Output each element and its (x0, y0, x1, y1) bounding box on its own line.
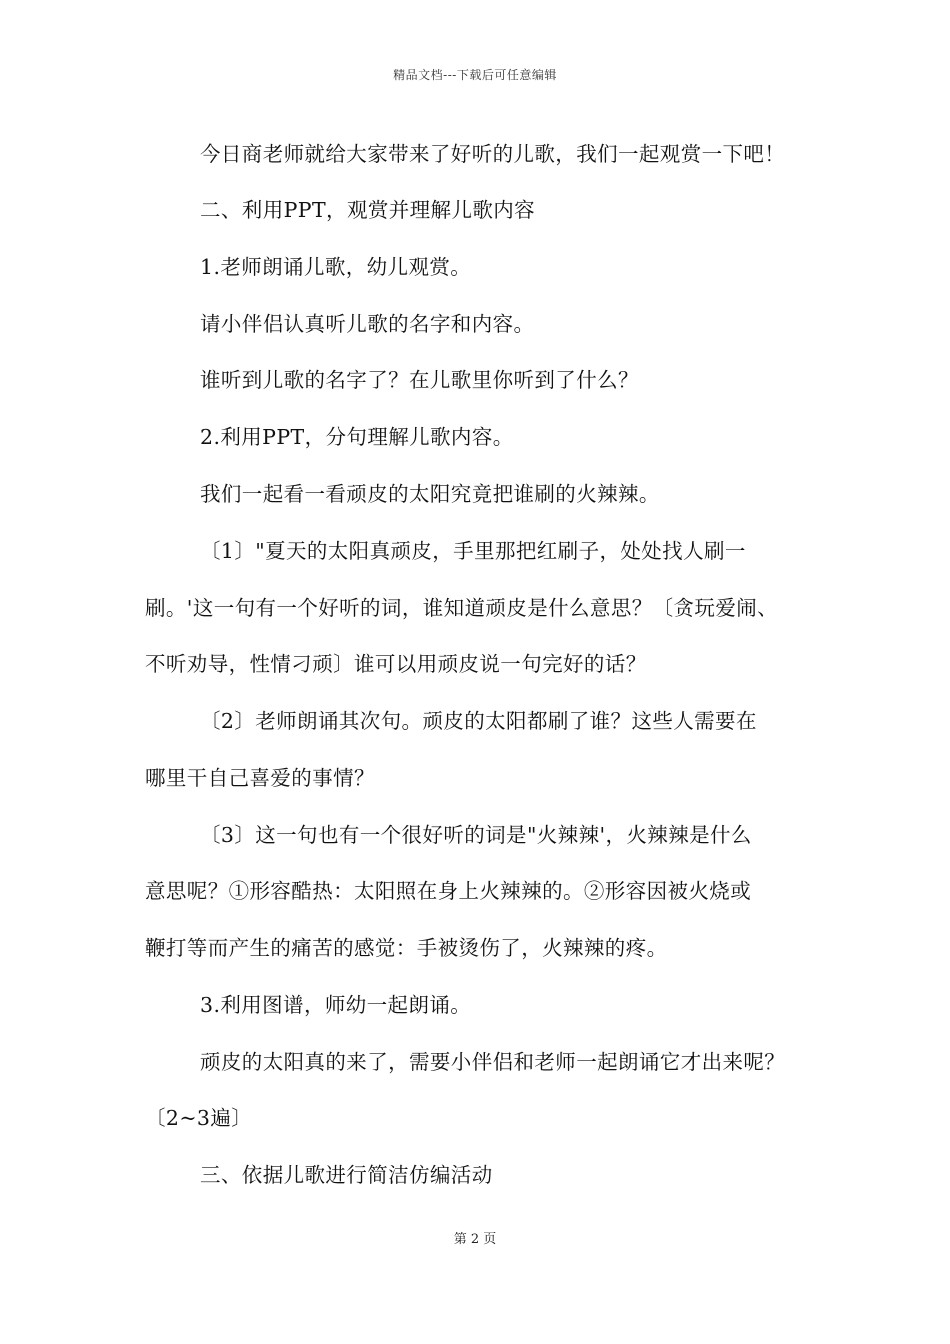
paragraph-line: 〔3〕这一句也有一个很好听的词是"火辣辣'，火辣辣是什么 (200, 823, 752, 847)
paragraph-line: 2.利用PPT，分句理解儿歌内容。 (200, 425, 514, 449)
paragraph-line: 我们一起看一看顽皮的太阳究竟把谁刷的火辣辣。 (200, 482, 660, 506)
paragraph-line: 鞭打等而产生的痛苦的感觉：手被烫伤了，火辣辣的疼。 (145, 936, 668, 960)
paragraph-line: 〔1〕"夏天的太阳真顽皮，手里那把红刷子，处处找人刷一 (200, 539, 746, 563)
paragraph-line: 今日商老师就给大家带来了好听的儿歌，我们一起观赏一下吧！ (200, 142, 786, 166)
paragraph-line: 哪里干自己喜爱的事情？ (145, 766, 375, 790)
paragraph-line: 3.利用图谱，师幼一起朗诵。 (200, 993, 472, 1017)
page-header: 精品文档---下载后可任意编辑 (393, 68, 557, 82)
paragraph-line: 〔2〕老师朗诵其次句。顽皮的太阳都刷了谁？这些人需要在 (200, 709, 757, 733)
paragraph-line: 〔2~3遍〕 (145, 1106, 253, 1130)
section-heading: 三、依据儿歌进行简洁仿编活动 (200, 1163, 493, 1187)
paragraph-line: 1.老师朗诵儿歌，幼儿观赏。 (200, 255, 472, 279)
paragraph-line: 不听劝导，性情刁顽〕谁可以用顽皮说一句完好的话？ (145, 652, 647, 676)
page-number: 第 2 页 (453, 1232, 497, 1247)
paragraph-line: 谁听到儿歌的名字了？在儿歌里你听到了什么？ (200, 368, 639, 392)
paragraph-line: 意思呢？①形容酷热：太阳照在身上火辣辣的。②形容因被火烧或 (145, 879, 752, 903)
paragraph-line: 刷。'这一句有一个好听的词，谁知道顽皮是什么意思？〔贪玩爱闹、 (145, 596, 779, 620)
section-heading: 二、利用PPT，观赏并理解儿歌内容 (200, 198, 536, 222)
paragraph-line: 顽皮的太阳真的来了，需要小伴侣和老师一起朗诵它才出来呢？ (200, 1050, 786, 1074)
paragraph-line: 请小伴侣认真听儿歌的名字和内容。 (200, 312, 535, 336)
